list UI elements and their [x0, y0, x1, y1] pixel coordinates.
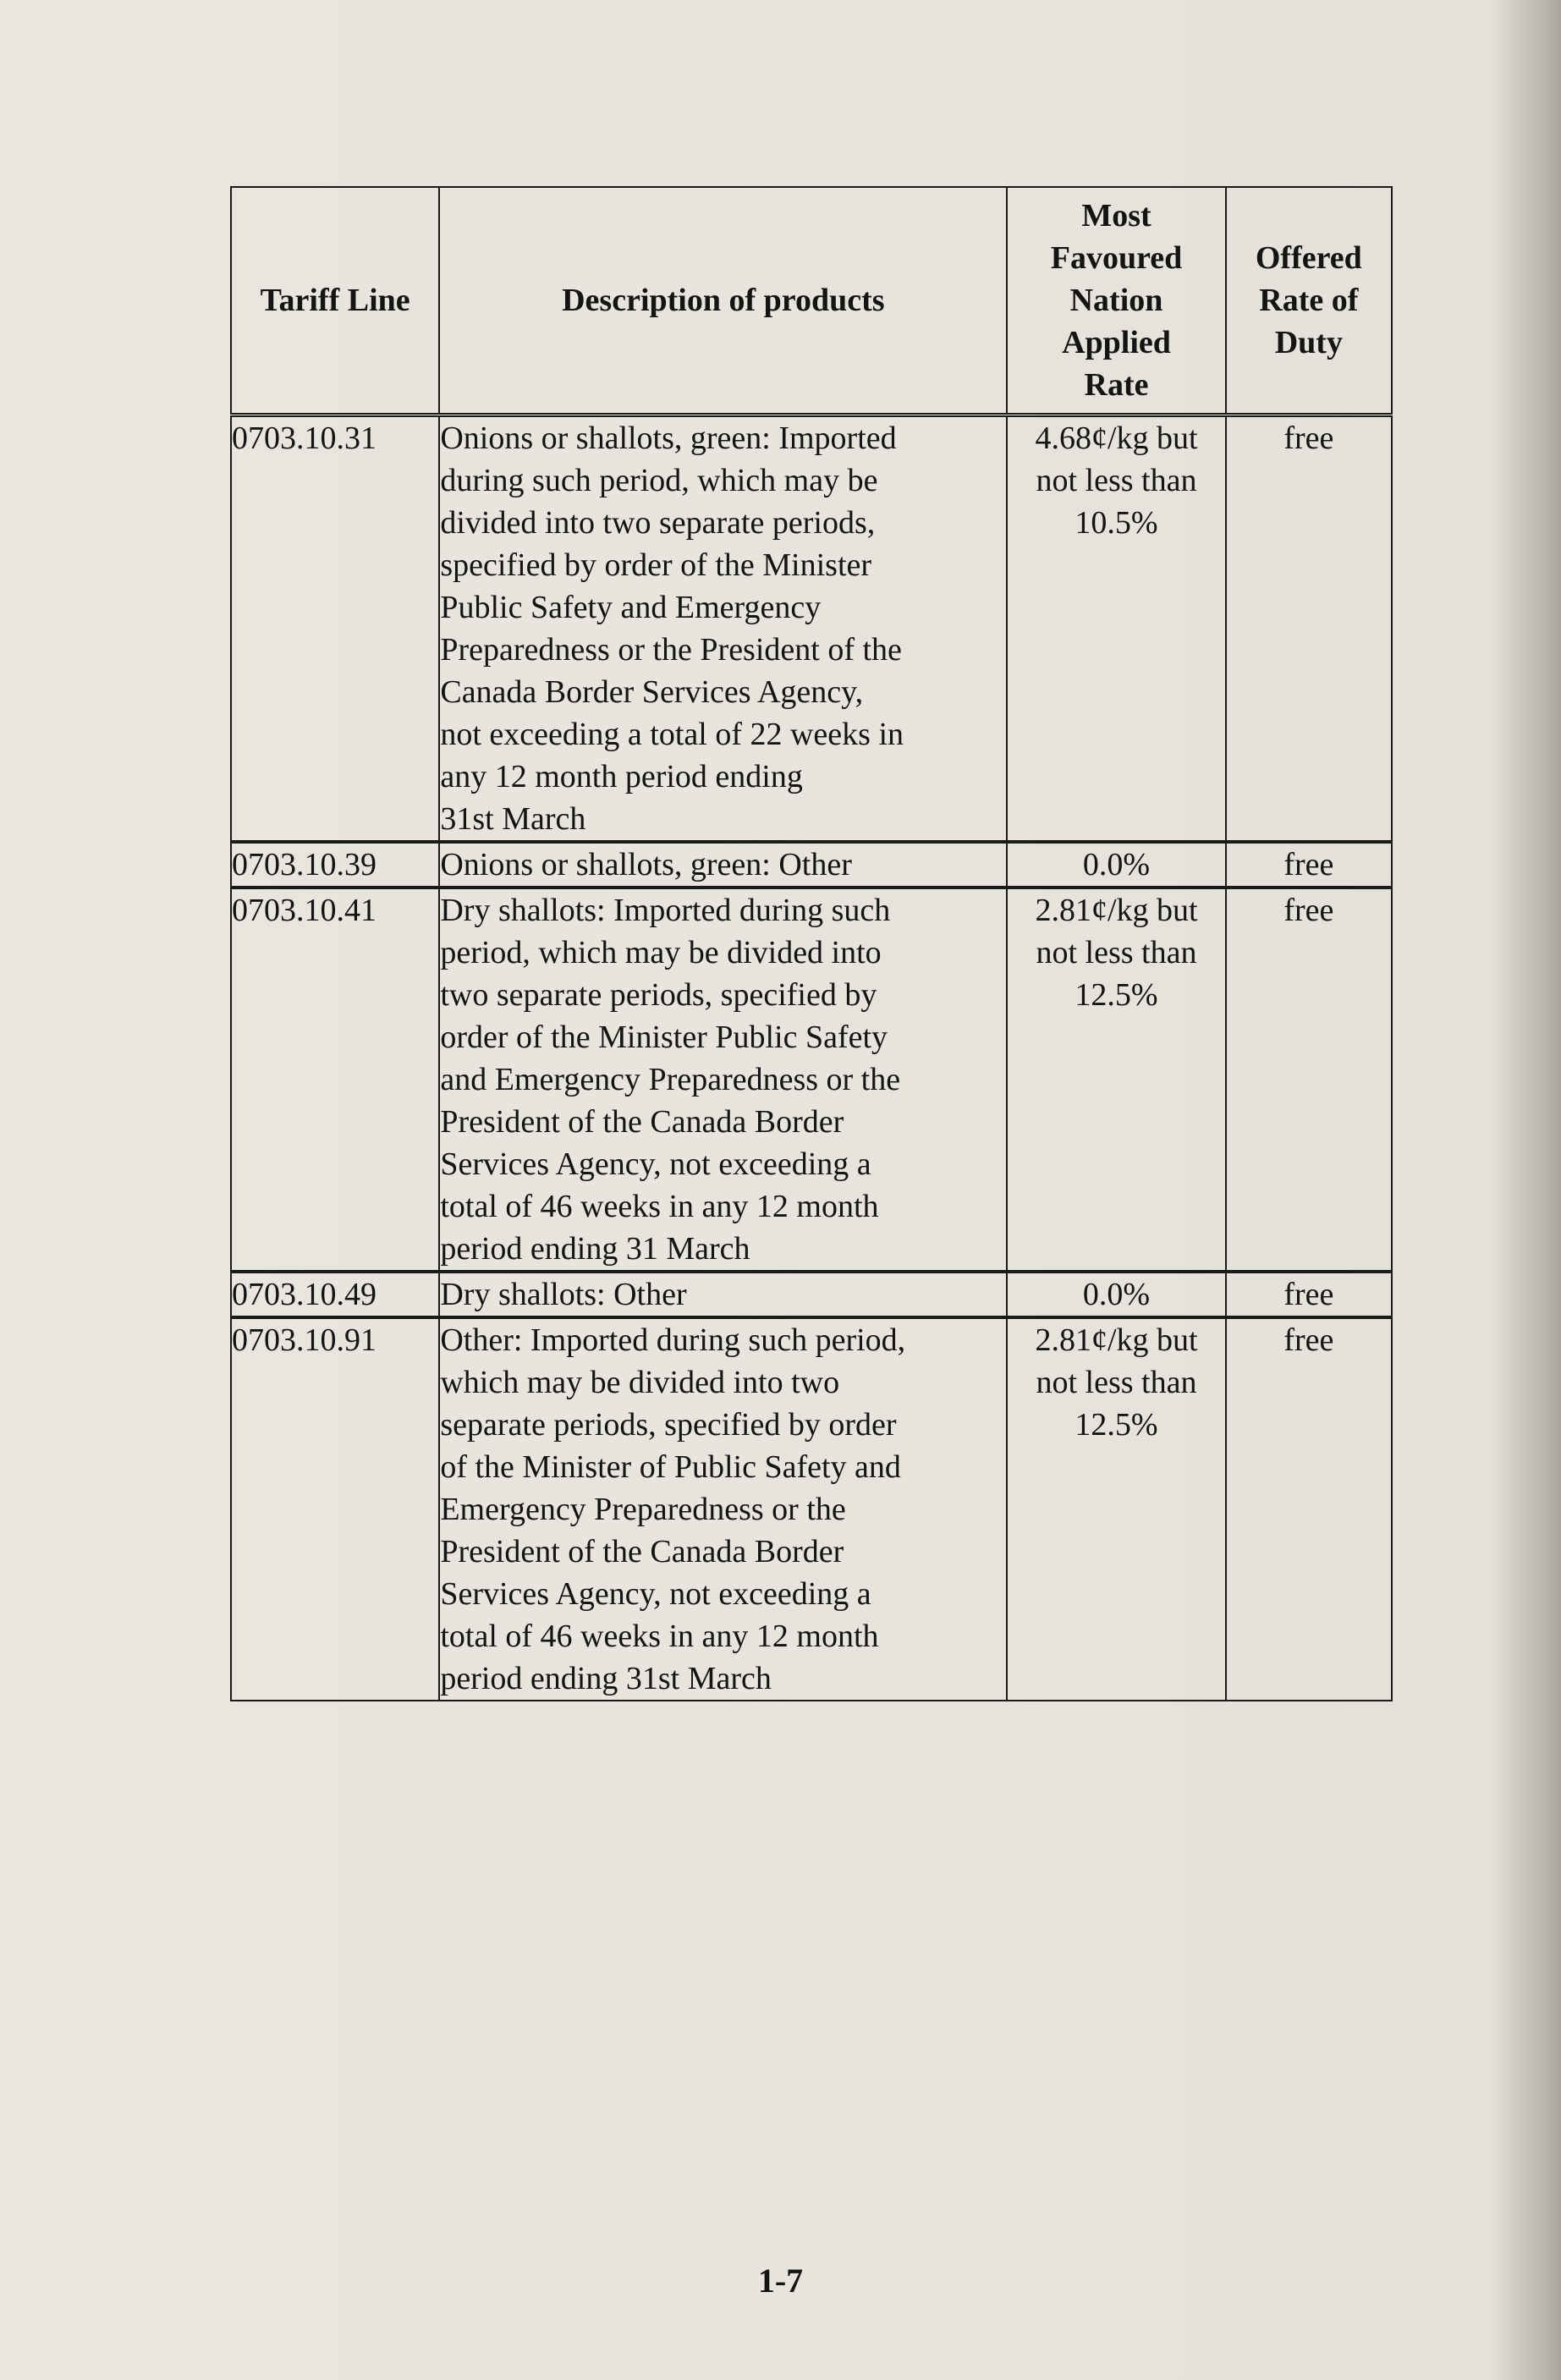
description-line: any 12 month period ending [440, 759, 803, 794]
description-cell [439, 1272, 1007, 1317]
description-line: specified by order of the Minister [440, 547, 872, 583]
tariff-line-cell: 0703.10.31 [231, 415, 439, 843]
header-mfn-line: Most [1081, 198, 1152, 234]
header-tariff-line: Tariff Line [231, 187, 439, 415]
offered-rate-cell: free [1226, 415, 1392, 843]
description-line: two separate periods, specified by [440, 977, 877, 1013]
offered-rate-cell: free [1226, 888, 1392, 1272]
offered-rate-cell: free [1226, 1272, 1392, 1317]
mfn-rate-line: 2.81¢/kg but [1035, 1322, 1198, 1358]
description-line: Other: Imported during such period, [440, 1322, 906, 1358]
tariff-line-cell: 0703.10.39 [231, 842, 439, 888]
table-row [231, 1272, 1392, 1317]
description-line: order of the Minister Public Safety [440, 1020, 888, 1055]
header-description: Description of products [439, 187, 1007, 415]
description-line: during such period, which may be [440, 463, 878, 498]
description-line: period, which may be divided into [440, 935, 882, 970]
description-line: Services Agency, not exceeding a [440, 1146, 871, 1182]
mfn-rate-line: 0.0% [1082, 847, 1151, 882]
table-row [231, 842, 1392, 888]
description-line: and Emergency Preparedness or the [440, 1062, 901, 1097]
description-line: period ending 31st March [440, 1661, 772, 1696]
header-offered-line: Offered [1255, 240, 1362, 276]
offered-rate-cell: free [1226, 1317, 1392, 1701]
header-mfn-line: Favoured [1050, 240, 1183, 276]
header-mfn-rate [1007, 187, 1225, 415]
description-line: Services Agency, not exceeding a [440, 1576, 871, 1612]
description-line: total of 46 weeks in any 12 month [440, 1619, 879, 1654]
description-line: Canada Border Services Agency, [440, 674, 864, 710]
description-line: Dry shallots: Imported during such [440, 893, 891, 928]
header-offered-rate [1226, 187, 1392, 415]
description-cell [439, 1317, 1007, 1701]
mfn-rate-line: 12.5% [1075, 977, 1158, 1013]
description-line: Public Safety and Emergency [440, 590, 822, 625]
mfn-rate-line: 12.5% [1075, 1407, 1158, 1443]
description-cell [439, 842, 1007, 888]
description-line: Preparedness or the President of the [440, 632, 902, 668]
mfn-rate-line: not less than [1036, 935, 1197, 970]
description-line: 31st March [440, 801, 586, 837]
mfn-rate-line: 0.0% [1082, 1277, 1151, 1312]
description-line: President of the Canada Border [440, 1104, 844, 1140]
mfn-rate-line: 10.5% [1075, 505, 1158, 541]
mfn-rate-cell [1007, 1272, 1225, 1317]
header-mfn-line: Applied [1062, 325, 1171, 360]
mfn-rate-cell [1007, 842, 1225, 888]
description-line: which may be divided into two [440, 1365, 840, 1400]
table-row [231, 1317, 1392, 1701]
description-line: of the Minister of Public Safety and [440, 1449, 901, 1485]
description-line: President of the Canada Border [440, 1534, 844, 1569]
mfn-rate-line: 2.81¢/kg but [1035, 893, 1198, 928]
mfn-rate-cell [1007, 415, 1225, 843]
mfn-rate-line: 4.68¢/kg but [1035, 420, 1198, 456]
offered-rate-cell: free [1226, 842, 1392, 888]
description-cell [439, 888, 1007, 1272]
book-spine [1509, 0, 1561, 2380]
description-line: period ending 31 March [440, 1231, 750, 1267]
header-mfn-line: Nation [1069, 283, 1163, 318]
description-line: Emergency Preparedness or the [440, 1492, 846, 1527]
table-header-row [231, 187, 1392, 415]
header-offered-line: Rate of [1259, 283, 1359, 318]
tariff-line-cell: 0703.10.49 [231, 1272, 439, 1317]
description-cell [439, 415, 1007, 843]
mfn-rate-line: not less than [1036, 1365, 1197, 1400]
mfn-rate-line: not less than [1036, 463, 1197, 498]
description-line: Onions or shallots, green: Other [440, 847, 852, 882]
description-line: Onions or shallots, green: Imported [440, 420, 897, 456]
page-gutter-shadow [1490, 0, 1509, 2380]
tariff-line-cell: 0703.10.41 [231, 888, 439, 1272]
description-line: divided into two separate periods, [440, 505, 876, 541]
table-row [231, 415, 1392, 843]
tariff-line-cell: 0703.10.91 [231, 1317, 439, 1701]
tariff-table [230, 186, 1393, 1701]
description-line: not exceeding a total of 22 weeks in [440, 717, 904, 752]
mfn-rate-cell [1007, 1317, 1225, 1701]
description-line: separate periods, specified by order [440, 1407, 897, 1443]
mfn-rate-cell [1007, 888, 1225, 1272]
table-row [231, 888, 1392, 1272]
header-offered-line: Duty [1274, 325, 1343, 360]
description-line: total of 46 weeks in any 12 month [440, 1189, 879, 1224]
page-number: 1-7 [757, 2262, 804, 2300]
description-line: Dry shallots: Other [440, 1277, 687, 1312]
header-mfn-line: Rate [1084, 367, 1149, 403]
